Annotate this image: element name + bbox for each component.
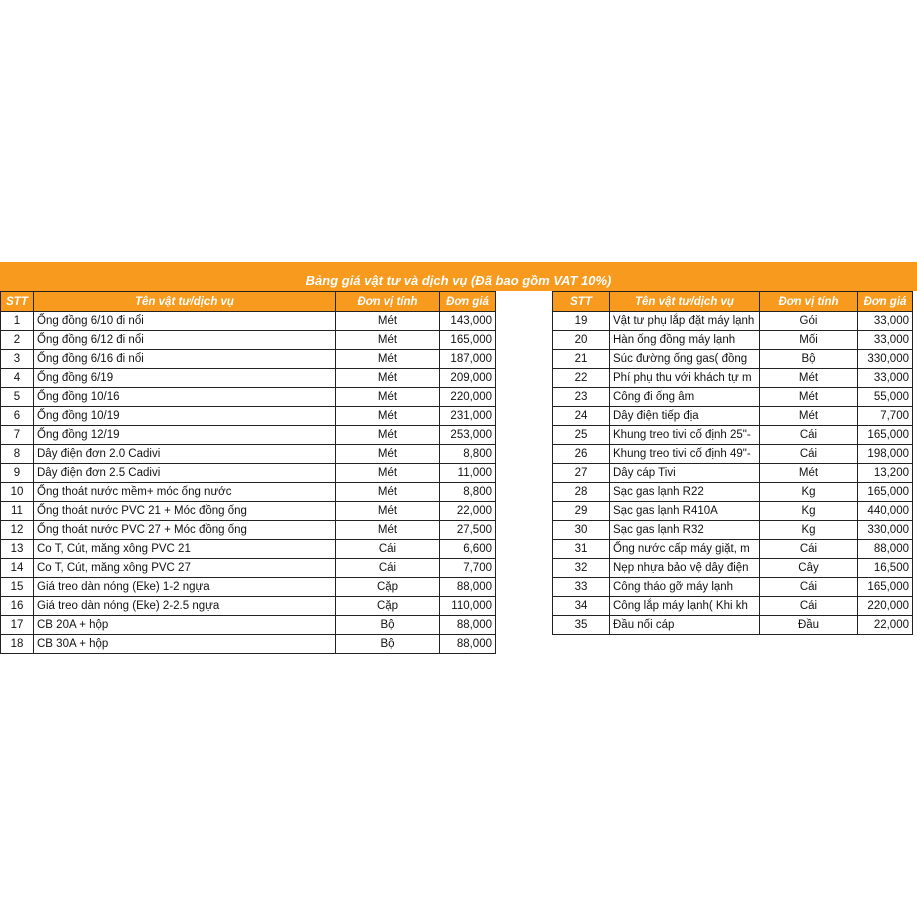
table-row	[553, 445, 913, 464]
table-header-row	[1, 292, 496, 312]
row-price: 209,000	[440, 369, 496, 388]
row-name: Dây điện đơn 2.5 Cadivi	[34, 464, 336, 483]
price-table-right	[552, 291, 913, 635]
row-unit: Cái	[760, 445, 858, 464]
row-unit: Mét	[336, 502, 440, 521]
row-price: 330,000	[858, 350, 913, 369]
row-unit: Cái	[760, 540, 858, 559]
header-stt: STT	[1, 292, 34, 312]
table-row	[553, 369, 913, 388]
row-name: Súc đường ống gas( đồng	[610, 350, 760, 369]
row-price: 33,000	[858, 312, 913, 331]
row-price: 253,000	[440, 426, 496, 445]
table-row	[553, 597, 913, 616]
row-price: 55,000	[858, 388, 913, 407]
row-name: Vật tư phụ lắp đặt máy lạnh	[610, 312, 760, 331]
row-stt: 24	[553, 407, 610, 426]
row-price: 187,000	[440, 350, 496, 369]
row-stt: 22	[553, 369, 610, 388]
table-row	[1, 331, 496, 350]
row-name: Hàn ống đồng máy lạnh	[610, 331, 760, 350]
header-unit: Đơn vị tính	[336, 292, 440, 312]
table-row	[1, 578, 496, 597]
row-price: 165,000	[440, 331, 496, 350]
row-name: Khung treo tivi cố định 49"-	[610, 445, 760, 464]
row-stt: 18	[1, 635, 34, 654]
row-stt: 20	[553, 331, 610, 350]
row-stt: 4	[1, 369, 34, 388]
header-name: Tên vật tư/dịch vụ	[610, 292, 760, 312]
row-unit: Kg	[760, 502, 858, 521]
row-name: Ống đồng 6/16 đi nổi	[34, 350, 336, 369]
row-price: 7,700	[858, 407, 913, 426]
row-unit: Mét	[336, 388, 440, 407]
row-stt: 8	[1, 445, 34, 464]
row-stt: 3	[1, 350, 34, 369]
row-name: CB 20A + hộp	[34, 616, 336, 635]
row-stt: 11	[1, 502, 34, 521]
header-price: Đơn giá	[858, 292, 913, 312]
header-unit: Đơn vị tính	[760, 292, 858, 312]
row-unit: Cặp	[336, 597, 440, 616]
table-row	[553, 388, 913, 407]
row-stt: 5	[1, 388, 34, 407]
row-stt: 10	[1, 483, 34, 502]
row-price: 33,000	[858, 331, 913, 350]
table-row	[553, 350, 913, 369]
row-price: 231,000	[440, 407, 496, 426]
row-unit: Kg	[760, 483, 858, 502]
price-table-left	[0, 291, 496, 654]
table-row	[1, 521, 496, 540]
row-price: 8,800	[440, 445, 496, 464]
row-stt: 6	[1, 407, 34, 426]
row-name: Công tháo gỡ máy lạnh	[610, 578, 760, 597]
row-name: Nẹp nhựa bảo vệ dây điện	[610, 559, 760, 578]
row-price: 11,000	[440, 464, 496, 483]
row-name: Ống thoát nước PVC 21 + Móc đồng ống	[34, 502, 336, 521]
table-row	[1, 369, 496, 388]
row-unit: Đầu	[760, 616, 858, 635]
row-unit: Kg	[760, 521, 858, 540]
row-price: 198,000	[858, 445, 913, 464]
table-row	[1, 407, 496, 426]
row-price: 88,000	[440, 578, 496, 597]
row-name: Ống đồng 6/12 đi nổi	[34, 331, 336, 350]
row-stt: 13	[1, 540, 34, 559]
row-price: 22,000	[858, 616, 913, 635]
row-unit: Mét	[760, 464, 858, 483]
row-unit: Mét	[336, 464, 440, 483]
row-name: Sạc gas lạnh R32	[610, 521, 760, 540]
row-name: Co T, Cút, măng xông PVC 21	[34, 540, 336, 559]
row-stt: 19	[553, 312, 610, 331]
table-row	[553, 407, 913, 426]
row-stt: 34	[553, 597, 610, 616]
table-row	[1, 616, 496, 635]
row-name: Co T, Cút, măng xông PVC 27	[34, 559, 336, 578]
row-unit: Mét	[336, 369, 440, 388]
row-unit: Mối	[760, 331, 858, 350]
row-price: 6,600	[440, 540, 496, 559]
header-stt: STT	[553, 292, 610, 312]
table-row	[1, 426, 496, 445]
row-unit: Bộ	[336, 616, 440, 635]
row-name: Ống đồng 10/19	[34, 407, 336, 426]
row-price: 7,700	[440, 559, 496, 578]
row-stt: 23	[553, 388, 610, 407]
table-row	[553, 540, 913, 559]
table-row	[1, 312, 496, 331]
row-unit: Mét	[336, 521, 440, 540]
row-price: 330,000	[858, 521, 913, 540]
row-price: 110,000	[440, 597, 496, 616]
row-price: 88,000	[440, 635, 496, 654]
table-row	[1, 502, 496, 521]
row-unit: Cái	[336, 559, 440, 578]
row-stt: 35	[553, 616, 610, 635]
row-stt: 32	[553, 559, 610, 578]
row-unit: Mét	[336, 331, 440, 350]
row-name: Ống thoát nước PVC 27 + Móc đồng ống	[34, 521, 336, 540]
table-row	[1, 540, 496, 559]
row-name: Dây cáp Tivi	[610, 464, 760, 483]
row-stt: 26	[553, 445, 610, 464]
row-stt: 25	[553, 426, 610, 445]
table-row	[1, 445, 496, 464]
row-name: Sạc gas lạnh R410A	[610, 502, 760, 521]
row-stt: 7	[1, 426, 34, 445]
header-price: Đơn giá	[440, 292, 496, 312]
row-unit: Mét	[336, 445, 440, 464]
row-name: Giá treo dàn nóng (Eke) 1-2 ngựa	[34, 578, 336, 597]
row-price: 165,000	[858, 578, 913, 597]
row-name: Phí phụ thu với khách tự m	[610, 369, 760, 388]
row-name: Đầu nối cáp	[610, 616, 760, 635]
row-name: Ống nước cấp máy giặt, m	[610, 540, 760, 559]
table-row	[1, 388, 496, 407]
row-stt: 33	[553, 578, 610, 597]
row-unit: Mét	[336, 426, 440, 445]
row-price: 13,200	[858, 464, 913, 483]
row-price: 165,000	[858, 426, 913, 445]
row-stt: 17	[1, 616, 34, 635]
row-stt: 28	[553, 483, 610, 502]
row-unit: Mét	[760, 388, 858, 407]
row-price: 88,000	[858, 540, 913, 559]
table-row	[553, 483, 913, 502]
table-row	[553, 312, 913, 331]
row-price: 8,800	[440, 483, 496, 502]
row-stt: 12	[1, 521, 34, 540]
row-unit: Mét	[336, 407, 440, 426]
row-name: Giá treo dàn nóng (Eke) 2-2.5 ngựa	[34, 597, 336, 616]
row-stt: 14	[1, 559, 34, 578]
row-name: Dây điện đơn 2.0 Cadivi	[34, 445, 336, 464]
table-row	[553, 331, 913, 350]
row-unit: Mét	[760, 407, 858, 426]
row-stt: 21	[553, 350, 610, 369]
row-unit: Mét	[336, 312, 440, 331]
row-name: Ống thoát nước mềm+ móc ống nước	[34, 483, 336, 502]
row-price: 88,000	[440, 616, 496, 635]
table-row	[1, 597, 496, 616]
row-price: 440,000	[858, 502, 913, 521]
row-stt: 29	[553, 502, 610, 521]
row-name: Sạc gas lạnh R22	[610, 483, 760, 502]
table-row	[1, 483, 496, 502]
table-row	[1, 464, 496, 483]
row-price: 220,000	[858, 597, 913, 616]
table-row	[553, 578, 913, 597]
row-stt: 16	[1, 597, 34, 616]
row-unit: Mét	[336, 350, 440, 369]
row-price: 33,000	[858, 369, 913, 388]
sheet-title: Bảng giá vật tư và dịch vụ (Đã bao gồm VAT 10%)	[0, 262, 917, 291]
row-stt: 1	[1, 312, 34, 331]
table-header-row	[553, 292, 913, 312]
table-row	[553, 616, 913, 635]
table-row	[553, 464, 913, 483]
header-name: Tên vật tư/dịch vụ	[34, 292, 336, 312]
row-stt: 27	[553, 464, 610, 483]
table-row	[553, 559, 913, 578]
table-body-right	[553, 312, 913, 635]
row-unit: Cặp	[336, 578, 440, 597]
row-name: Ống đồng 6/10 đi nổi	[34, 312, 336, 331]
row-stt: 31	[553, 540, 610, 559]
table-row	[1, 635, 496, 654]
table-body-left	[1, 312, 496, 654]
row-unit: Bộ	[336, 635, 440, 654]
table-row	[1, 350, 496, 369]
table-row	[553, 426, 913, 445]
row-name: Công lắp máy lạnh( Khi kh	[610, 597, 760, 616]
row-stt: 30	[553, 521, 610, 540]
table-row	[553, 502, 913, 521]
table-row	[1, 559, 496, 578]
row-name: Dây điện tiếp địa	[610, 407, 760, 426]
table-row	[553, 521, 913, 540]
row-unit: Mét	[760, 369, 858, 388]
row-unit: Cái	[760, 597, 858, 616]
row-unit: Cái	[760, 426, 858, 445]
row-stt: 15	[1, 578, 34, 597]
row-price: 22,000	[440, 502, 496, 521]
row-stt: 9	[1, 464, 34, 483]
row-unit: Mét	[336, 483, 440, 502]
row-unit: Cây	[760, 559, 858, 578]
row-unit: Bộ	[760, 350, 858, 369]
row-name: CB 30A + hộp	[34, 635, 336, 654]
row-unit: Cái	[760, 578, 858, 597]
row-unit: Cái	[336, 540, 440, 559]
row-price: 165,000	[858, 483, 913, 502]
row-name: Công đi ống âm	[610, 388, 760, 407]
row-stt: 2	[1, 331, 34, 350]
row-name: Khung treo tivi cố định 25"-	[610, 426, 760, 445]
row-price: 143,000	[440, 312, 496, 331]
row-unit: Gói	[760, 312, 858, 331]
row-price: 27,500	[440, 521, 496, 540]
row-name: Ống đồng 12/19	[34, 426, 336, 445]
row-price: 220,000	[440, 388, 496, 407]
row-price: 16,500	[858, 559, 913, 578]
row-name: Ống đồng 6/19	[34, 369, 336, 388]
row-name: Ống đồng 10/16	[34, 388, 336, 407]
